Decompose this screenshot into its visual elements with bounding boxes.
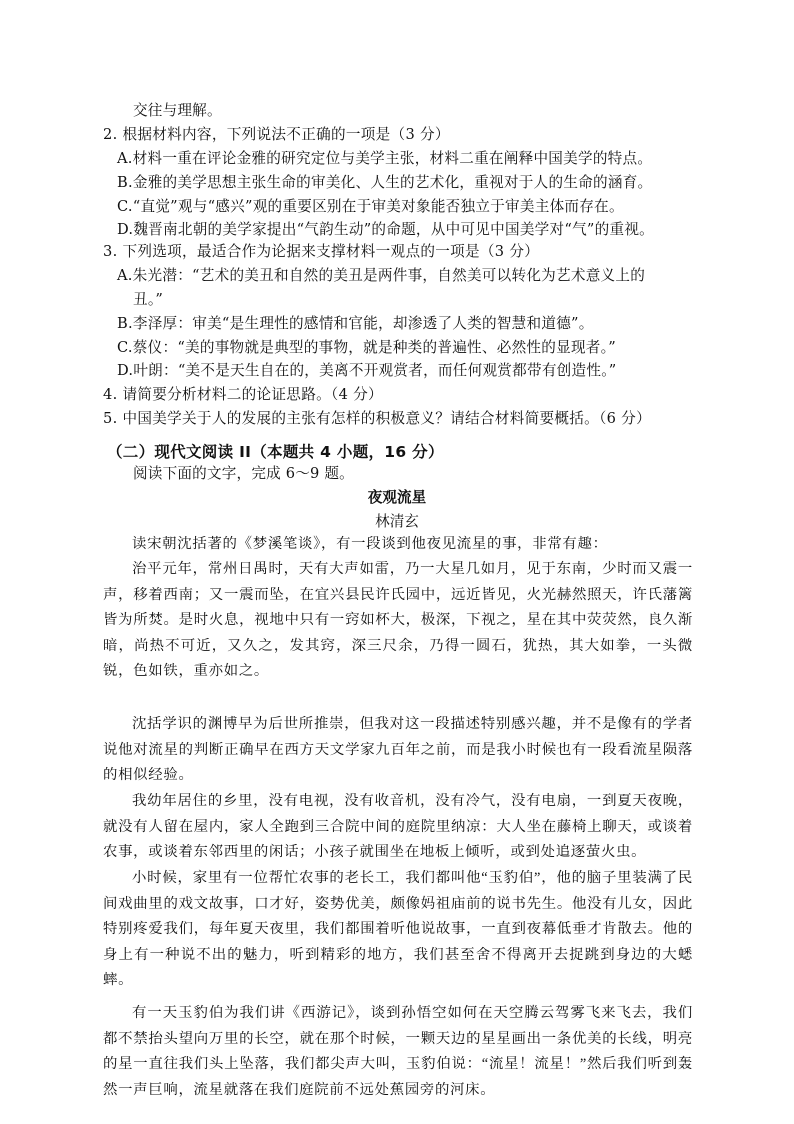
question-2-option-a: A.材料一重在评论金雅的研究定位与美学主张，材料二重在阐释中国美学的特点。: [117, 150, 653, 167]
question-3-option-b: B.李泽厚：审美“是生理性的感情和官能，却渗透了人类的智慧和道德”。: [117, 315, 594, 332]
article-author: 林清玄: [375, 513, 419, 530]
section-instruction: 阅读下面的文字，完成 6～9 题。: [133, 465, 354, 482]
article-paragraph: 治平元年，常州日禺时，天有大声如雷，乃一大星几如月，见于东南，少时而又震一声，移着西南；又一震而坠，在宜兴县民许氏园中，远近皆见，火光赫然照天，许氏藩篱皆为所焚。是时火息，视地中只有一窍如杯大，极深，下视之，星在其中荧荧然，良久渐暗，尚热不可近，又久之，发其窍，深三尺余，乃得一圆石，犹热，其大如拳，一头微锐，色如铁，重亦如之。: [103, 561, 693, 680]
article-paragraph: 我幼年居住的乡里，没有电视，没有收音机，没有冷气，没有电扇，一到夏天夜晚，就没有人留在屋内，家人全跑到三合院中间的庭院里纳凉：大人坐在藤椅上聊天，或谈着农事，或谈着东邻西里的闲话；小孩子就围坐在地板上倾听，或到处追逐萤火虫。: [103, 793, 693, 861]
article-paragraph: 读宋朝沈括著的《梦溪笔谈》，有一段谈到他夜见流星的事，非常有趣：: [132, 536, 608, 552]
question-5-stem: 5. 中国美学关于人的发展的主张有怎样的积极意义？请结合材料简要概括。（6 分）: [103, 410, 651, 427]
question-2-option-b: B.金雅的美学思想主张生命的审美化、人生的艺术化，重视对于人的生命的涵育。: [117, 174, 653, 191]
question-1-continuation: 交往与理解。: [133, 102, 222, 119]
article-paragraph: 沈括学识的渊博早为后世所推崇，但我对这一段描述特别感兴趣，并不是像有的学者说他对流星的判断正确早在西方天文学家九百年之前，而是我小时候也有一段看流星陨落的相似经验。: [103, 716, 693, 784]
question-3-stem: 3. 下列选项，最适合作为论据来支撑材料一观点的一项是（3 分）: [103, 243, 540, 260]
question-3-option-c: C.蔡仪：“美的事物就是典型的事物，就是种类的普遍性、必然性的显现者。”: [117, 339, 616, 356]
question-2-stem: 2. 根据材料内容，下列说法不正确的一项是（3 分）: [103, 126, 450, 143]
article-title: 夜观流星: [367, 489, 427, 506]
question-3-option-a: A.朱光潜：“艺术的美丑和自然的美丑是两件事，自然美可以转化为艺术意义上的: [117, 267, 646, 284]
question-3-option-a-continued: 丑。”: [133, 291, 164, 308]
section-heading: （二）现代文阅读 II（本题共 4 小题，16 分）: [107, 443, 444, 461]
question-2-option-c: C.“直觉”观与“感兴”观的重要区别在于审美对象能否独立于审美主体而存在。: [117, 198, 624, 215]
article-paragraph: 有一天玉豹伯为我们讲《西游记》，谈到孙悟空如何在天空腾云驾雾飞来飞去，我们都不禁抬头望向万里的长空，就在那个时候，一颗天边的星星画出一条优美的长线，明亮的星一直往我们头上坠落，我们都尖声大叫，玉豹伯说：“流星！流星！”然后我们听到轰然一声巨响，流星就落在我们庭院前不远处蕉园旁的河床。: [103, 1005, 693, 1098]
question-2-option-d: D.魏晋南北朝的美学家提出“气韵生动”的命题，从中可见中国美学对“气”的重视。: [117, 221, 655, 238]
article-paragraph: 小时候，家里有一位帮忙农事的老长工，我们都叫他“玉豹伯”，他的脑子里装满了民间戏曲里的戏文故事，口才好，姿势优美，颇像妈祖庙前的说书先生。他没有儿女，因此特别疼爱我们，每年夏天夜里，我们都围着听他说故事，一直到夜幕低垂才肯散去。他的身上有一种说不出的魅力，听到精彩的地方，我们甚至舍不得离开去捉跳到身边的大蟋蟀。: [103, 870, 693, 989]
question-3-option-d: D.叶朗：“美不是天生自在的，美离不开观赏者，而任何观赏都带有创造性。”: [117, 362, 617, 379]
question-4-stem: 4. 请简要分析材料二的论证思路。（4 分）: [103, 386, 383, 403]
